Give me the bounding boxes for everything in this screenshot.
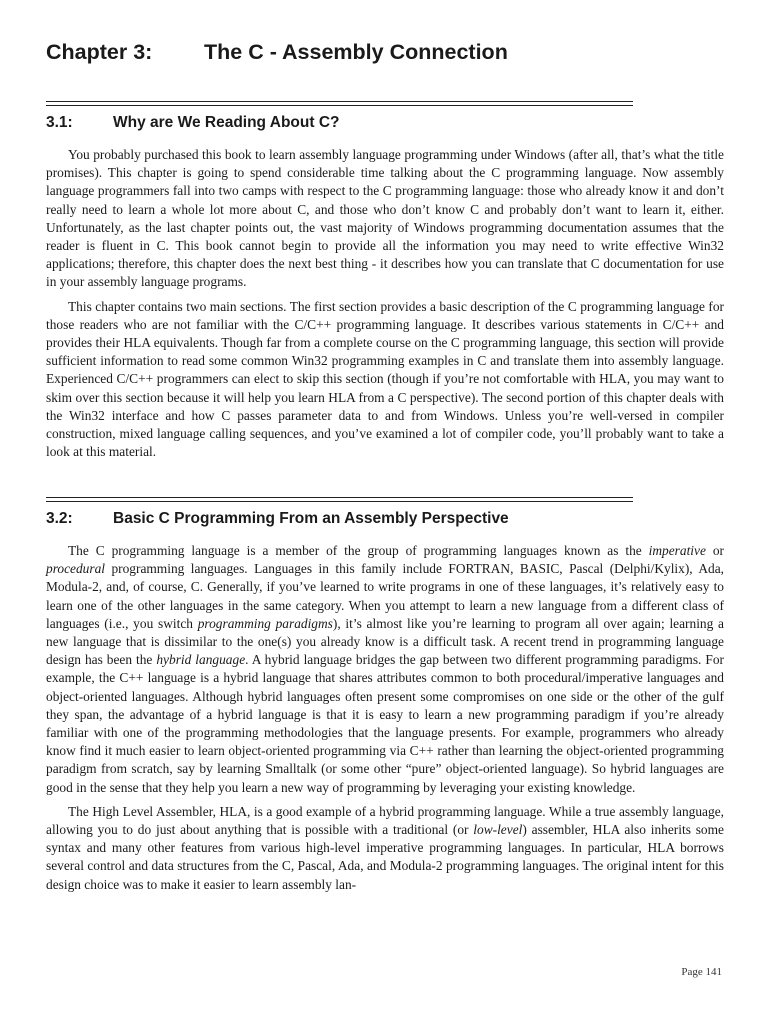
- text-run: The High Level Assembler, HLA, is a good example of a hybrid programming language. While a true assembly language, allowing you to do just about anything that is possible with a traditional (or: [46, 803, 724, 838]
- italic-term: programming paradigms: [197, 615, 333, 631]
- text-run: You probably purchased this book to learn assembly language programming under Windows (after all, that’s what the title promises). This chapter is going to spend considerable time talking about the C programming language. Now assembly language programmers fall into two camps with respect to the C programming language: those who already know it and don’t really need to learn a whole lot more about C, and those who don’t know C and probably don’t want to learn it, either. Unfortunately, as the last chapter points out, the vast majority of Windows programming documentation assumes that the reader is fluent in C. This book cannot begin to provide all the information you may need to write effective Win32 applications; therefore, this chapter does the next best thing - it describes how you can translate that C documentation for use in your assembly language programs.: [46, 147, 724, 290]
- chapter-heading: [46, 40, 508, 65]
- text-run: ) assembler, HLA also inherits some syntax and many other features from various high-level imperative programming languages. In particular, HLA borrows several control and data structures from the C, Pascal, Ada, and Modula-2 programming languages. The original intent for this design choice was to make it easier to learn assembly lan-: [46, 822, 724, 892]
- section-number: 3.2:: [46, 510, 73, 527]
- paragraph: [46, 803, 724, 894]
- document-page: [46, 0, 724, 1024]
- text-run: ), it’s almost like you’re learning to program all over again; learning a new language that is dissimilar to the one(s) you already know is a difficult task. A recent trend in programming language design has been the: [46, 615, 724, 668]
- paragraph: [46, 146, 724, 292]
- section-number: 3.1:: [46, 114, 73, 131]
- italic-term: hybrid language: [156, 652, 246, 668]
- paragraph: [46, 298, 724, 462]
- italic-term: low-level: [473, 822, 523, 838]
- text-run: or: [705, 543, 724, 558]
- paragraph: [46, 542, 724, 797]
- chapter-title: The C - Assembly Connection: [204, 40, 508, 64]
- section-heading-3-1: [46, 114, 339, 132]
- text-run: programming languages. Languages in this family include FORTRAN, BASIC, Pascal (Delphi/Kylix), Ada, Modula-2, and, of course, C. Generally, if you’ve learned to write programs in one of these languages, it’s relatively easy to learn one of the other languages in the same category. When you attempt to learn a new language from a different class of languages (i.e., you switch: [46, 561, 724, 631]
- section-divider: [46, 101, 633, 106]
- section-divider: [46, 497, 633, 502]
- italic-term: imperative: [648, 543, 706, 558]
- section-title: Basic C Programming From an Assembly Perspective: [113, 510, 509, 527]
- page-number: Page 141: [681, 966, 722, 978]
- text-run: This chapter contains two main sections. The first section provides a basic description of the C programming language for those readers who are not familiar with the C/C++ programming language. It describes various statements in C/C++ and provides their HLA equivalents. Though far from a complete course on the C programming language, this section will provide sufficient information to read some common Win32 programming examples in C and translate them into assembly language. Experienced C/C++ programmers can elect to skip this section (though if you’re not comfortable with HLA, you may want to skim over this section because it will help you learn HLA from a C perspective). The second portion of this chapter deals with the Win32 interface and how C passes parameter data to and from Windows. Unless you’re well-versed in compiler construction, mixed language calling sequences, and you’ve examined a lot of compiler code, you’ll probably want to take a look at this material.: [46, 298, 724, 460]
- text-run: The C programming language is a member of the group of programming languages known as the: [68, 543, 649, 558]
- section-3-1-body: [46, 146, 724, 467]
- text-run: . A hybrid language bridges the gap between two different programming paradigms. For example, the C++ language is a hybrid language that shares attributes common to both procedural/imperative languages and object-oriented languages. Although hybrid languages often present some compromises on one side or the other of the gulf they span, the advantage of a hybrid language is that it is easy to learn a new programming paradigm if you’re already familiar with one of the programming methodologies that the language presents. For example, programmers who already know find it much easier to learn object-oriented programming via C++ rather than learning the object-oriented programming paradigm from scratch, say by learning Smalltalk (or some other “pure” object-oriented language). So hybrid languages are good in the sense that they help you learn a new way of programming by leveraging your existing knowledge.: [46, 652, 724, 795]
- italic-term: procedural: [46, 561, 106, 577]
- section-title: Why are We Reading About C?: [113, 114, 340, 131]
- chapter-number: Chapter 3:: [46, 40, 153, 64]
- section-heading-3-2: [46, 510, 509, 528]
- section-3-2-body: [46, 542, 724, 900]
